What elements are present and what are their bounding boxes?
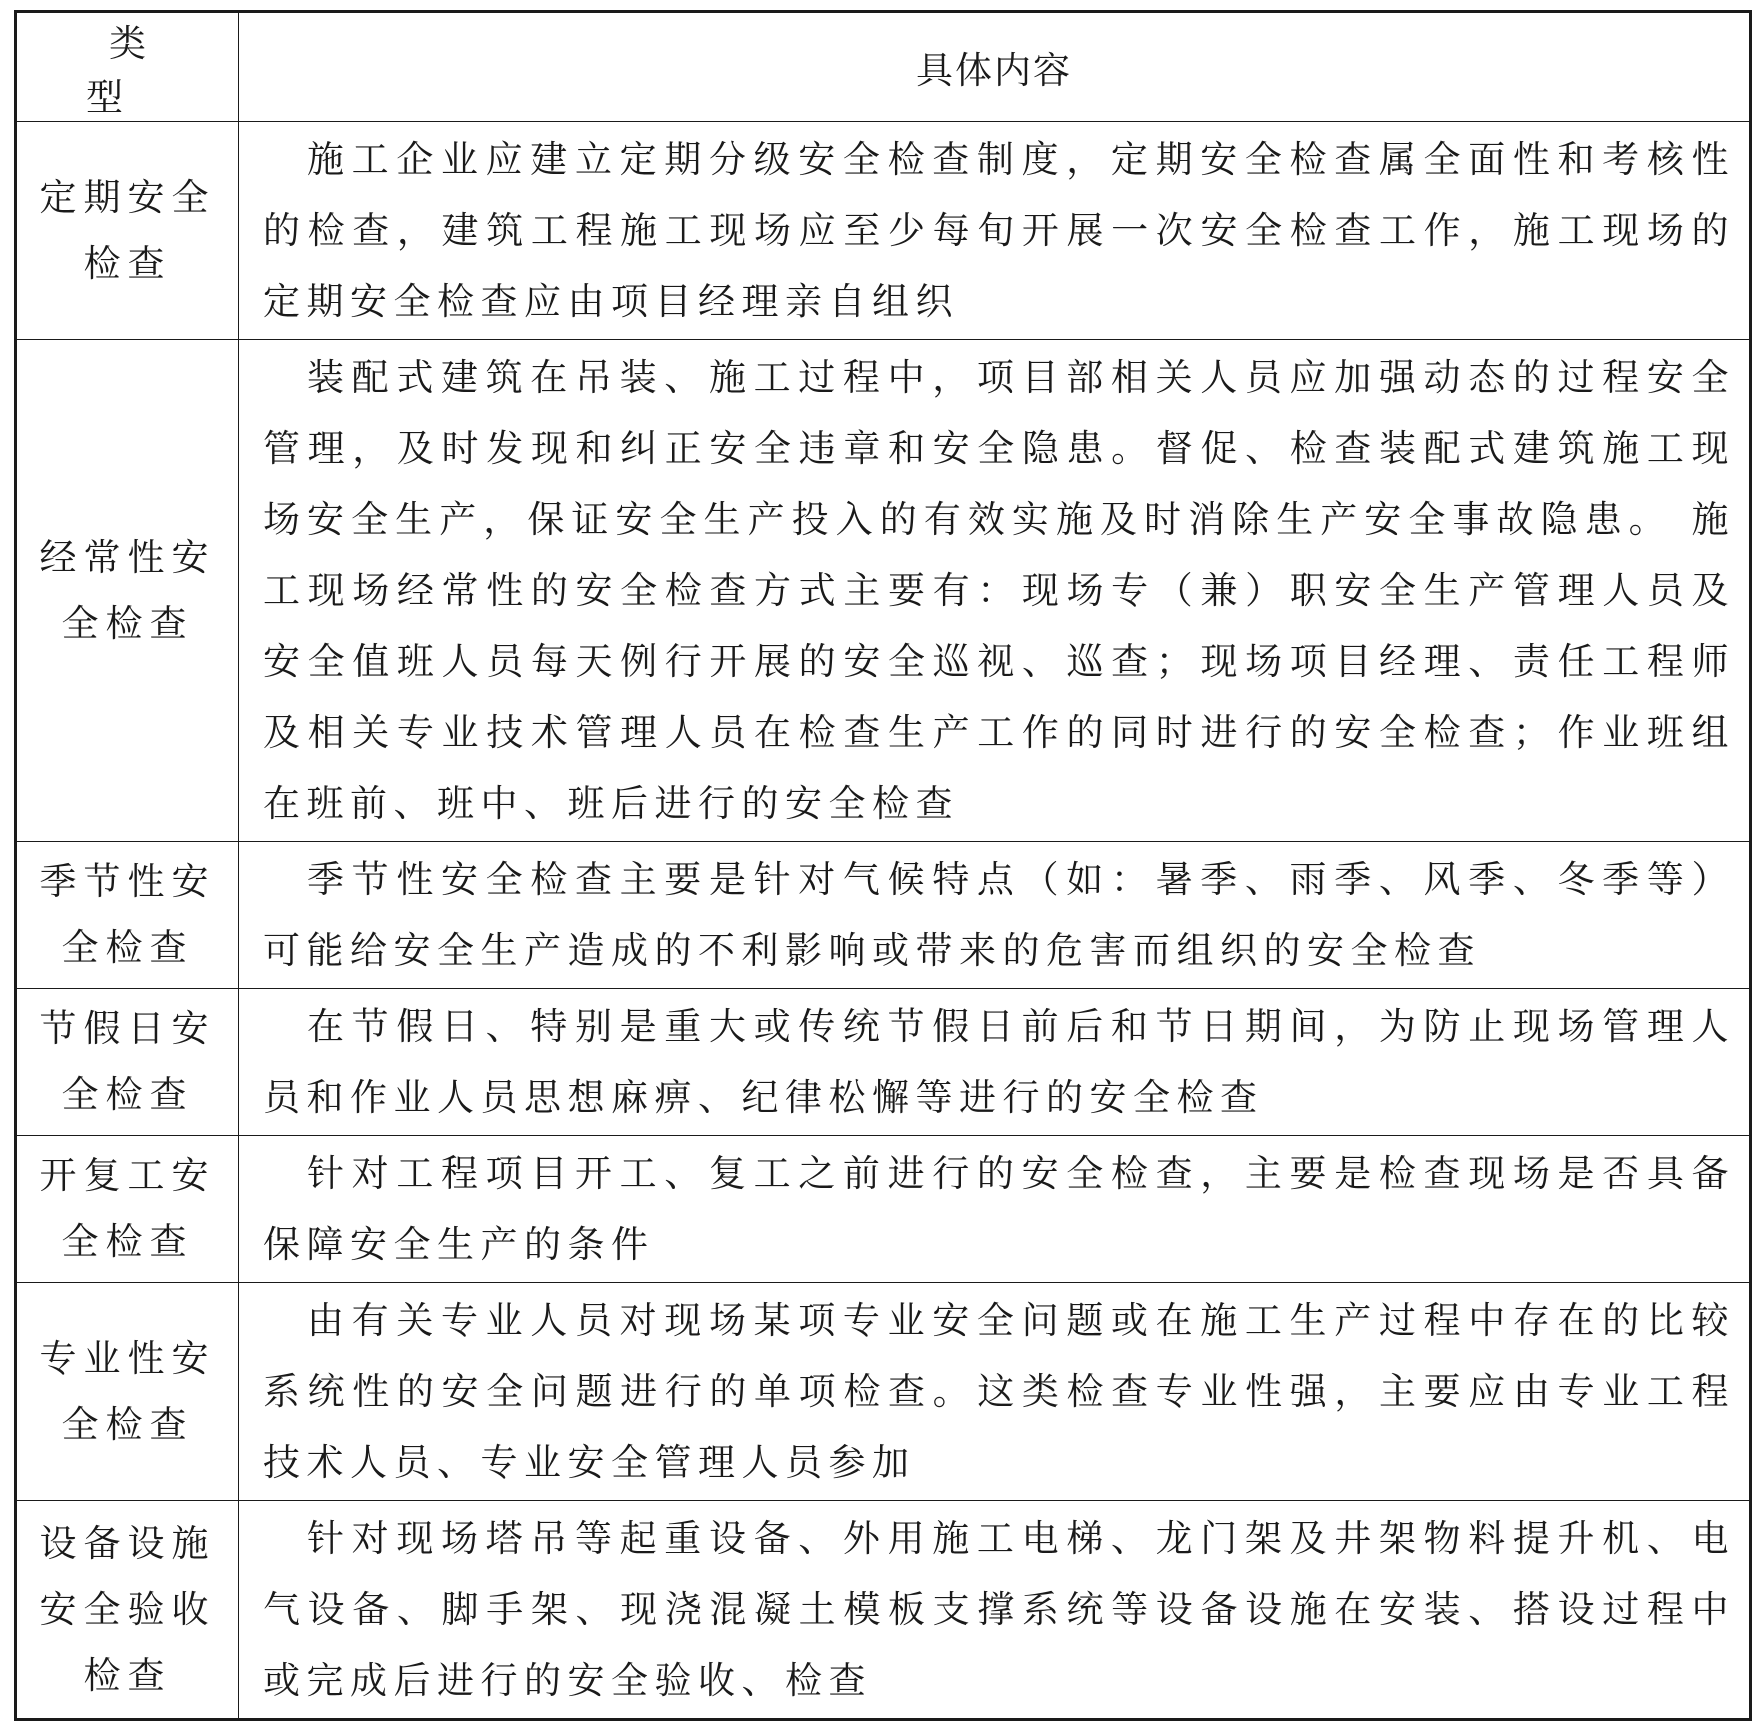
- row-type: 设备设施安全验收检查: [16, 1501, 239, 1720]
- table-row-equipment: [16, 1501, 1751, 1720]
- row-type: 专业性安全检查: [16, 1283, 239, 1501]
- table-row-resumption: [16, 1136, 1751, 1283]
- row-content: 针对现场塔吊等起重设备、外用施工电梯、龙门架及井架物料提升机、电气设备、脚手架、现浇混凝土模板支撑系统等设备设施在安装、搭设过程中或完成后进行的安全验收、检查: [239, 1501, 1751, 1720]
- row-type: 节假日安全检查: [16, 989, 239, 1136]
- row-content: 在节假日、特别是重大或传统节假日前后和节日期间，为防止现场管理人员和作业人员思想麻痹、纪律松懈等进行的安全检查: [239, 989, 1751, 1136]
- row-type: 开复工安全检查: [16, 1136, 239, 1283]
- row-content: 季节性安全检查主要是针对气候特点（如：暑季、雨季、风季、冬季等）可能给安全生产造成的不利影响或带来的危害而组织的安全检查: [239, 842, 1751, 989]
- row-content: 针对工程项目开工、复工之前进行的安全检查，主要是检查现场是否具备保障安全生产的条件: [239, 1136, 1751, 1283]
- table-row-professional: [16, 1283, 1751, 1501]
- row-content: 施工企业应建立定期分级安全检查制度，定期安全检查属全面性和考核性的检查，建筑工程施工现场应至少每旬开展一次安全检查工作，施工现场的定期安全检查应由项目经理亲自组织: [239, 122, 1751, 340]
- safety-inspection-table: [14, 10, 1752, 1721]
- header-content: 具体内容: [239, 12, 1751, 122]
- table-row-periodic: [16, 122, 1751, 340]
- table-row-holiday: [16, 989, 1751, 1136]
- safety-inspection-table-wrapper: [14, 10, 1749, 1721]
- row-type: 季节性安全检查: [16, 842, 239, 989]
- row-content: 由有关专业人员对现场某项专业安全问题或在施工生产过程中存在的比较系统性的安全问题进行的单项检查。这类检查专业性强，主要应由专业工程技术人员、专业安全管理人员参加: [239, 1283, 1751, 1501]
- table-row-seasonal: [16, 842, 1751, 989]
- row-type: 定期安全检查: [16, 122, 239, 340]
- table-header-row: [16, 12, 1751, 122]
- row-type: 经常性安全检查: [16, 340, 239, 842]
- row-content: 装配式建筑在吊装、施工过程中，项目部相关人员应加强动态的过程安全管理，及时发现和纠正安全违章和安全隐患。督促、检查装配式建筑施工现场安全生产，保证安全生产投入的有效实施及时消除生产安全事故隐患。 施工现场经常性的安全检查方式主要有：现场专（兼）职安全生产管理人员及安全值班人员每天例行开展的安全巡视、巡查；现场项目经理、责任工程师及相关专业技术管理人员在检查生产工作的同时进行的安全检查；作业班组在班前、班中、班后进行的安全检查: [239, 340, 1751, 842]
- header-type: 类 型: [16, 12, 239, 122]
- table-row-regular: [16, 340, 1751, 842]
